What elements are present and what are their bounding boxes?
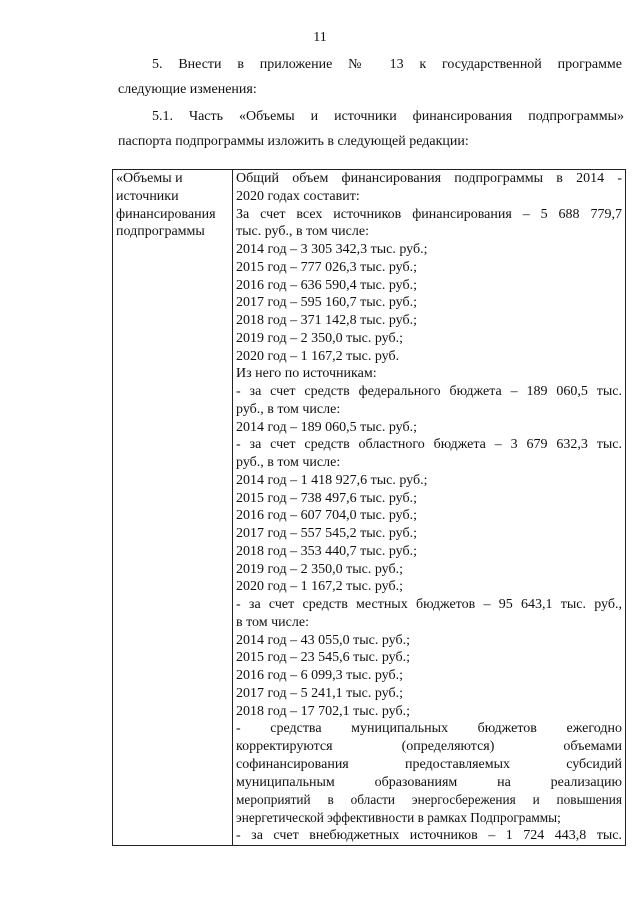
detail-line: 2018 год – 371 142,8 тыс. руб.; xyxy=(236,313,417,328)
detail-line: 2016 год – 636 590,4 тыс. руб.; xyxy=(236,277,417,293)
financing-details-cell xyxy=(233,170,626,846)
section-label-line: финансирования xyxy=(116,206,216,222)
detail-line: 2014 год – 189 060,5 тыс. руб.; xyxy=(236,419,417,435)
detail-line: руб., в том числе: xyxy=(236,401,341,417)
detail-line: энергетической эффективности в рамках Подпрограммы; xyxy=(236,810,561,825)
detail-line: софинансирования предоставляемых субсидий xyxy=(236,756,622,772)
intro-paragraph-2-line-2: паспорта подпрограммы изложить в следующей редакции: xyxy=(118,134,469,149)
detail-line: Из него по источникам: xyxy=(236,366,377,382)
detail-line: 2018 год – 17 702,1 тыс. руб.; xyxy=(236,703,410,719)
detail-line: 2016 год – 607 704,0 тыс. руб.; xyxy=(236,508,417,524)
detail-line: в том числе: xyxy=(236,614,309,630)
section-label-line: «Объемы и xyxy=(116,171,183,186)
detail-line: Общий объем финансирования подпрограммы в 2014 - xyxy=(236,171,622,186)
detail-line: 2015 год – 738 497,6 тыс. руб.; xyxy=(236,490,417,506)
detail-line: 2019 год – 2 350,0 тыс. руб.; xyxy=(236,561,403,577)
detail-line: корректируются (определяются) объемами xyxy=(236,739,622,754)
detail-line: 2014 год – 3 305 342,3 тыс. руб.; xyxy=(236,242,428,257)
section-label-cell xyxy=(113,170,233,846)
detail-line: 2020 год – 1 167,2 тыс. руб. xyxy=(236,348,400,364)
intro-paragraph-1-line-1: 5. Внести в приложение № 13 к государственной программе xyxy=(152,57,622,72)
detail-line: - за счет средств местных бюджетов – 95 643,1 тыс. руб., xyxy=(236,597,622,612)
detail-line: 2014 год – 43 055,0 тыс. руб.; xyxy=(236,632,410,648)
detail-line: 2014 год – 1 418 927,6 тыс. руб.; xyxy=(236,472,428,488)
detail-line: 2015 год – 777 026,3 тыс. руб.; xyxy=(236,259,417,275)
section-label-line: подпрограммы xyxy=(116,224,205,240)
detail-line: муниципальным образованиям на реализацию xyxy=(236,774,622,790)
detail-line: За счет всех источников финансирования – 5 688 779,7 xyxy=(236,206,622,222)
section-label-line: источники xyxy=(116,188,179,204)
intro-paragraph-1-line-2: следующие изменения: xyxy=(118,82,257,97)
detail-line: 2020 год – 1 167,2 тыс. руб.; xyxy=(236,579,403,595)
detail-line: тыс. руб., в том числе: xyxy=(236,224,369,240)
detail-line: руб., в том числе: xyxy=(236,455,341,470)
detail-line: 2016 год – 6 099,3 тыс. руб.; xyxy=(236,668,403,683)
financing-table xyxy=(112,169,626,846)
detail-line: 2017 год – 5 241,1 тыс. руб.; xyxy=(236,685,403,701)
detail-line: - за счет внебюджетных источников – 1 724 443,8 тыс. xyxy=(236,827,622,843)
detail-line: - за счет средств федерального бюджета – 189 060,5 тыс. xyxy=(236,384,622,399)
detail-line: 2017 год – 557 545,2 тыс. руб.; xyxy=(236,526,417,541)
detail-line: - средства муниципальных бюджетов ежегодно xyxy=(236,721,622,737)
detail-line: - за счет средств областного бюджета – 3 679 632,3 тыс. xyxy=(236,437,622,453)
intro-paragraph-2-line-1: 5.1. Часть «Объемы и источники финансирования подпрограммы» xyxy=(152,109,624,124)
detail-line: 2020 годах составит: xyxy=(236,188,360,204)
detail-line: мероприятий в области энергосбережения и повышения xyxy=(236,792,622,808)
detail-line: 2018 год – 353 440,7 тыс. руб.; xyxy=(236,543,417,559)
detail-line: 2019 год – 2 350,0 тыс. руб.; xyxy=(236,330,403,346)
detail-line: 2017 год – 595 160,7 тыс. руб.; xyxy=(236,295,417,311)
page-number: 11 xyxy=(313,30,327,45)
detail-line: 2015 год – 23 545,6 тыс. руб.; xyxy=(236,650,410,666)
table-row xyxy=(113,170,626,846)
